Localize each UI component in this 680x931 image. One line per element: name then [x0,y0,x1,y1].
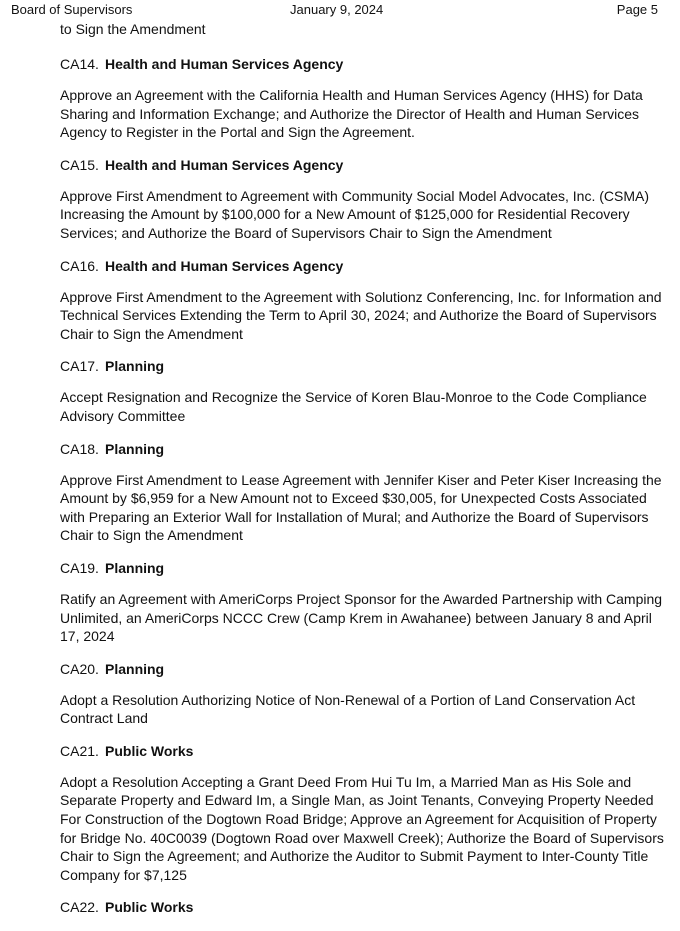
item-number: CA20. [60,660,99,677]
agenda-item-heading [60,742,664,761]
agenda-item-heading [60,898,664,917]
agenda-item [60,257,664,344]
item-description: Adopt a Resolution Accepting a Grant Deed From Hui Tu Im, a Married Man as His Sole and Separate Property and Edward Im, a Single Man, as Joint Tenants, Conveying Property Needed For Construction of the Dogtown Road Bridge; Approve an Agreement for Acquisition of Property for Bridge No. 40C0039 (Dogtown Road over Maxwell Creek); Authorize the Board of Supervisors Chair to Sign the Agreement; and Authorize the Auditor to Submit Payment to Inter-County Title Company for $7,125 [60,773,664,883]
item-number: CA21. [60,742,99,759]
agenda-item [60,898,664,917]
agenda-item-heading [60,357,664,376]
page-header [0,0,680,20]
item-description: Ratify an Agreement with AmeriCorps Project Sponsor for the Awarded Partnership with Camping Unlimited, an AmeriCorps NCCC Crew (Camp Krem in Awahanee) between January 8 and April 17, 2024 [60,590,663,645]
item-number: CA14. [60,56,99,72]
item-number: CA22. [60,899,99,916]
item-department: Health and Human Services Agency [105,56,344,72]
item-department: Planning [105,559,165,576]
agenda-item-heading [60,156,664,175]
item-department: Public Works [105,742,194,759]
header-board-name: Board of Supervisors [11,2,133,17]
agenda-item-heading [60,257,664,276]
item-department: Planning [105,440,165,457]
agenda-item [60,742,664,885]
item-department: Health and Human Services Agency [105,257,344,274]
item-number: CA19. [60,559,99,576]
item-description: Accept Resignation and Recognize the Service of Koren Blau-Monroe to the Code Compliance Advisory Committee [60,389,647,424]
agenda-item [60,660,664,728]
agenda-item-heading [60,559,664,578]
item-number: CA18. [60,440,99,457]
item-description: Approve First Amendment to Agreement with Community Social Model Advocates, Inc. (CSMA) Increasing the Amount by $100,000 for a New Amount of $125,000 for Residential Recovery Services; and Authorize the Board of Supervisors Chair to Sign the Amendment [60,187,650,241]
item-number: CA15. [60,156,99,173]
agenda-item [60,357,664,425]
agenda-item [60,559,664,646]
agenda-item [60,55,664,142]
continuation-text: to Sign the Amendment [60,21,206,37]
agenda-item [60,440,664,545]
item-description: Approve an Agreement with the California Health and Human Services Agency (HHS) for Data Sharing and Information Exchange; and Authorize the Director of Health and Human Services Agency to Register in the Portal and Sign the Agreement. [60,87,643,141]
item-department: Public Works [105,899,194,916]
item-number: CA17. [60,358,99,375]
item-number: CA16. [60,257,99,274]
agenda-item-heading [60,55,664,74]
header-page-number: Page 5 [616,2,658,17]
item-department: Health and Human Services Agency [105,156,344,173]
item-description: Approve First Amendment to the Agreement with Solutionz Conferencing, Inc. for Information and Technical Services Extending the Term to April 30, 2024; and Authorize the Board of Supervisors Chair to Sign the Amendment [60,288,662,342]
agenda-item-heading [60,440,664,459]
header-date: January 9, 2024 [290,2,384,17]
item-department: Planning [105,660,165,677]
agenda-item [60,156,664,243]
agenda-item-heading [60,660,664,679]
agenda-content [60,20,664,931]
item-description: Adopt a Resolution Authorizing Notice of Non-Renewal of a Portion of Land Conservation Act Contract Land [60,691,636,727]
item-department: Planning [105,358,165,375]
item-description: Approve First Amendment to Lease Agreement with Jennifer Kiser and Peter Kiser Increasing the Amount by $6,959 for a New Amount not to Exceed $30,005, for Unexpected Costs Associated with Preparing an Exterior Wall for Installation of Mural; and Authorize the Board of Supervisors Chair to Sign the Amendment [60,471,662,544]
